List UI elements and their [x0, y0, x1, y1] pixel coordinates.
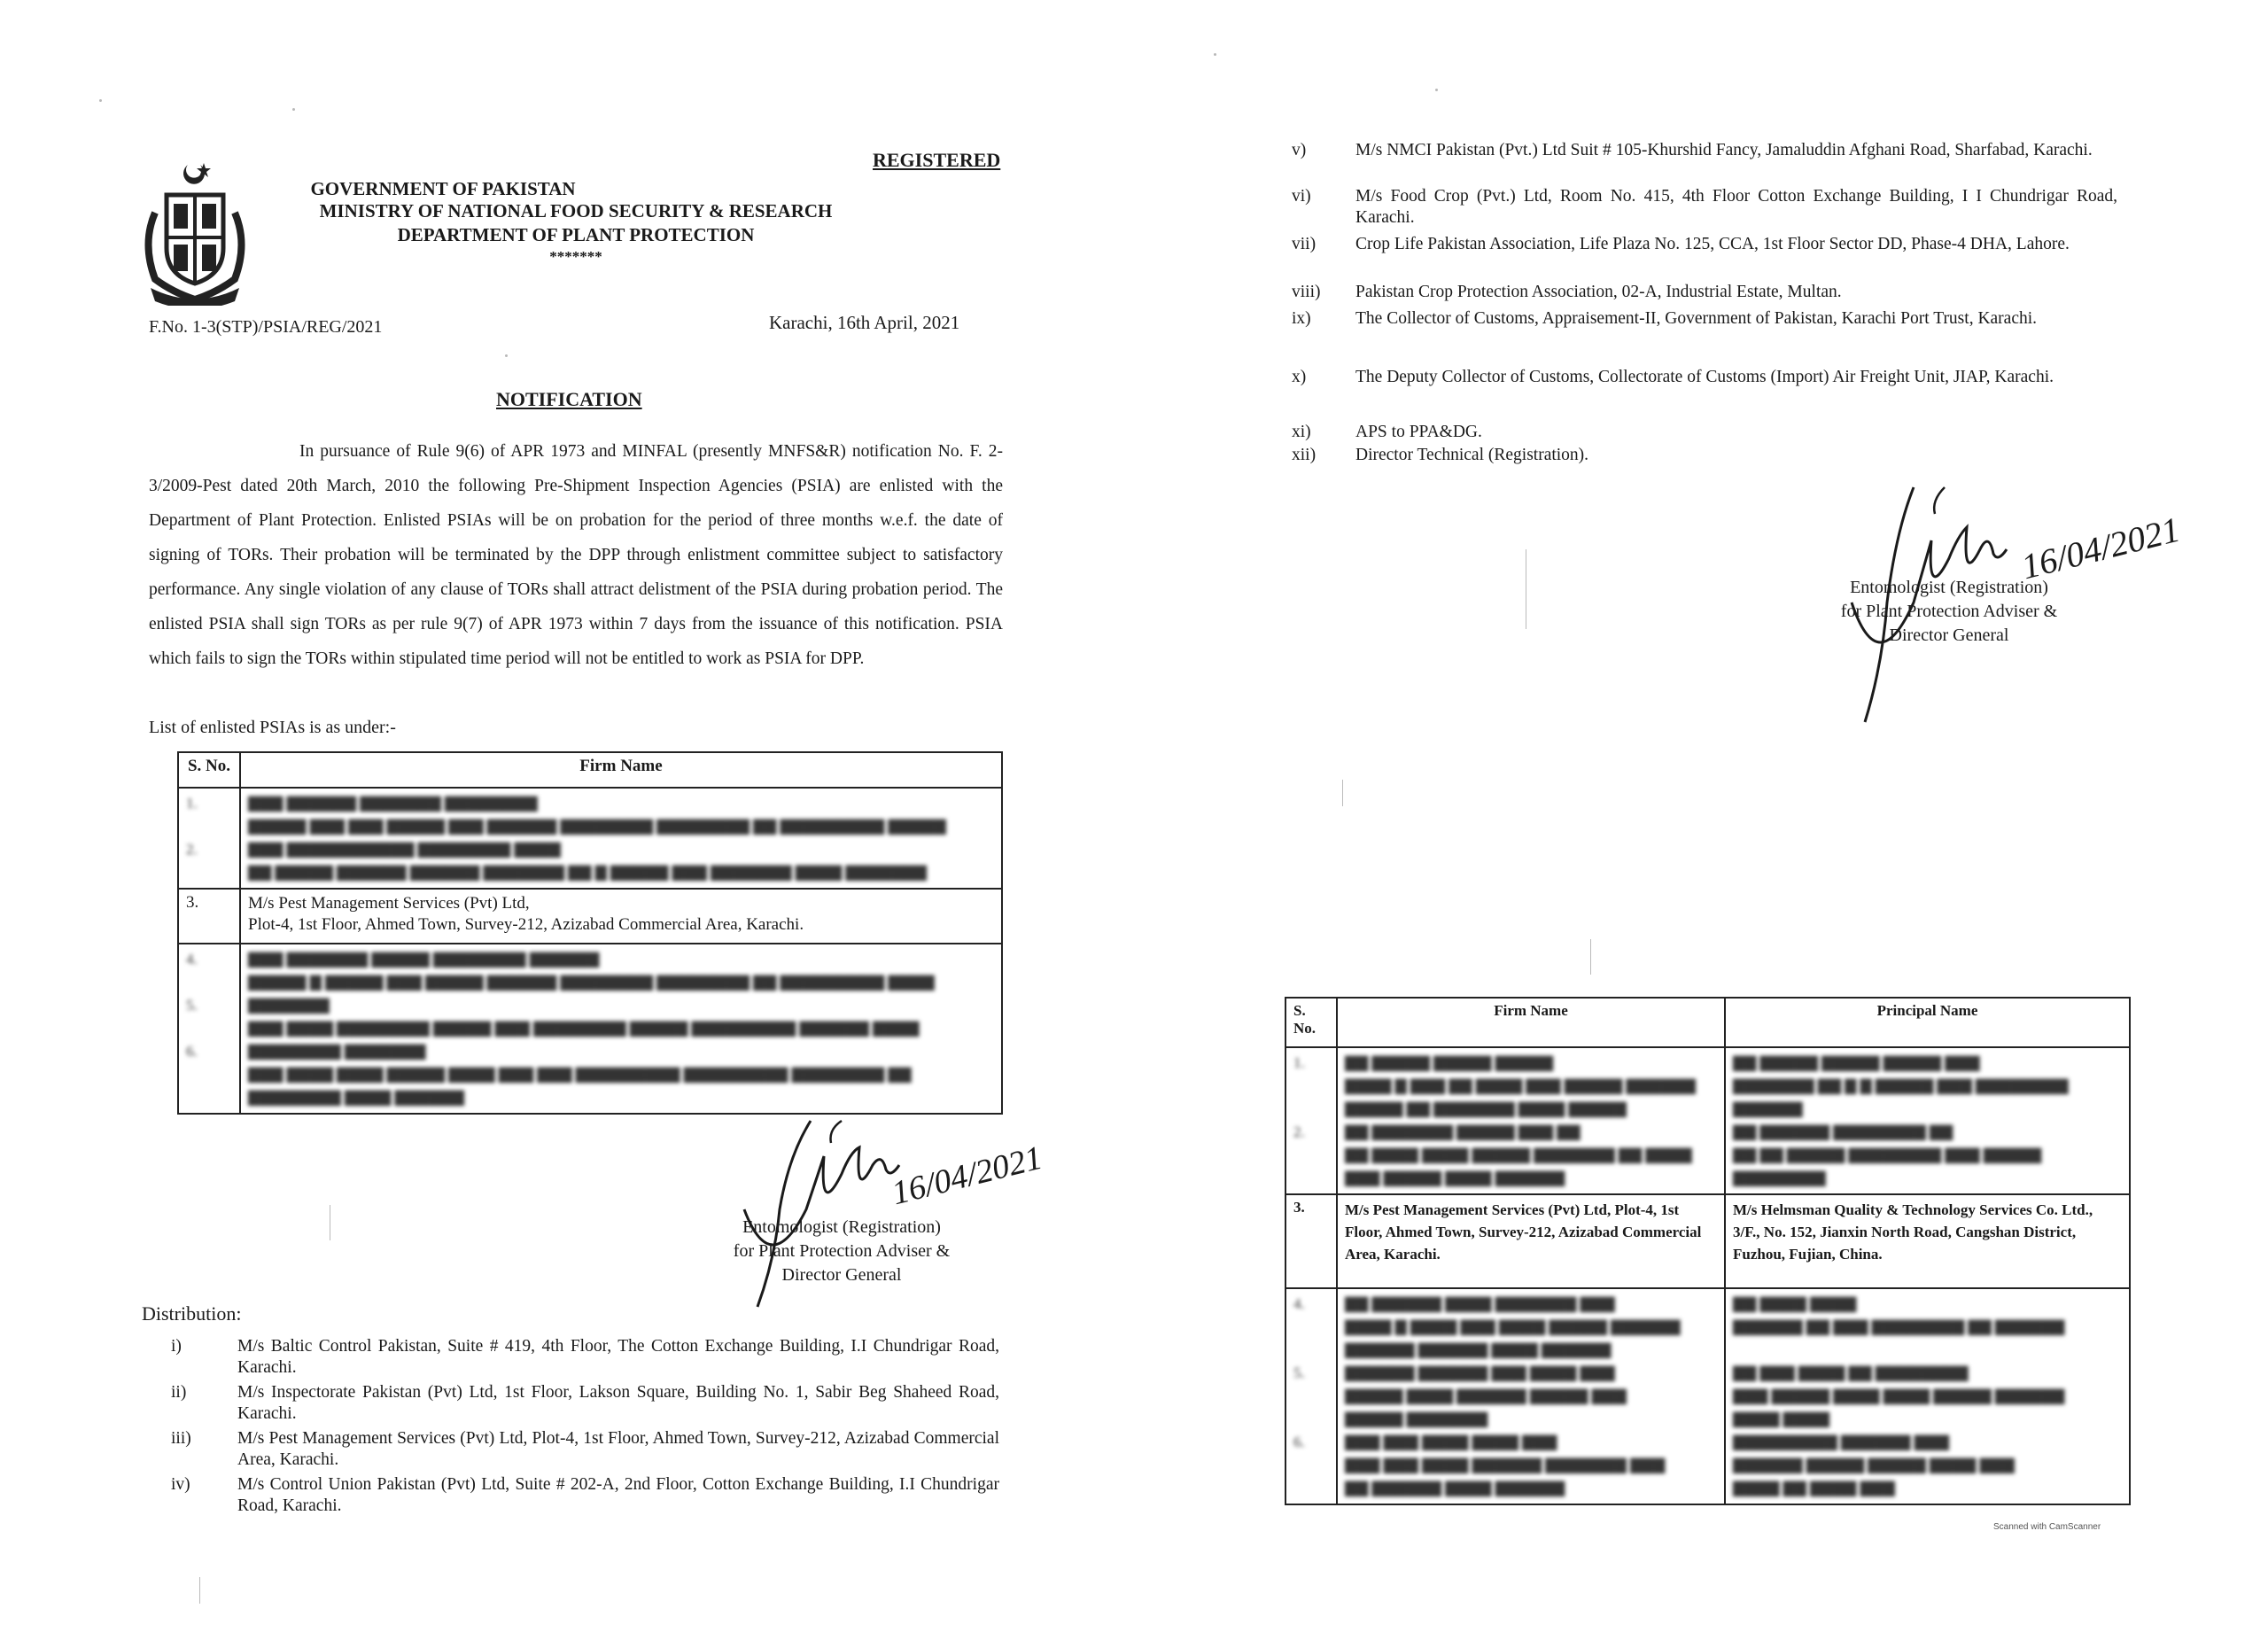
- distribution-item: [171, 1382, 1004, 1428]
- header-stars: *******: [549, 248, 602, 265]
- row3-firm: [240, 889, 1002, 944]
- signatory-block: [1816, 576, 2082, 648]
- col-sno-header: S. No.: [178, 752, 240, 788]
- distribution-text: Pakistan Crop Protection Association, 02-A, Industrial Estate, Multan.: [1355, 283, 1842, 301]
- file-number: F.No. 1-3(STP)/PSIA/REG/2021: [149, 317, 383, 337]
- signature-date: 16/04/2021: [2017, 509, 2184, 587]
- redacted-firm: ▇▇▇ ▇▇▇▇▇▇▇ ▇▇▇▇▇ ▇▇▇▇▇▇▇▇ ▇▇▇▇▇▇ ▇▇▇▇▇ ▇ ▇▇▇▇▇ ▇▇▇ ▇▇▇▇▇ ▇▇▇▇▇▇ ▇▇▇▇▇▇▇▇ ▇▇▇▇▇▇▇▇ ▇▇ ▇▇▇▇▇▇▇▇▇ ▇▇▇▇ ▇▇▇▇▇▇▇ ▇▇▇ ▇▇▇▇ ▇▇▇▇▇▇▇▇ ▇▇▇▇▇ ▇▇▇ ▇▇▇▇▇▇▇▇ ▇▇▇▇▇ ▇▇▇▇▇▇▇▇▇ ▇▇▇▇▇▇ ▇▇▇▇ ▇▇▇▇▇▇▇▇ ▇▇▇▇▇▇▇ ▇▇▇ ▇▇▇▇ ▇▇▇▇ ▇▇▇▇▇ ▇▇▇▇ ▇▇▇ ▇▇▇ ▇▇▇▇▇▇▇▇▇ ▇▇▇▇▇▇▇▇▇ ▇▇▇▇▇▇▇▇ ▇▇ ▇▇▇▇▇▇▇▇ ▇▇▇▇ ▇▇▇▇▇▇: [240, 944, 1002, 1114]
- table-row-redacted: [1285, 1047, 2130, 1194]
- row3-firm-line2: Plot-4, 1st Floor, Ahmed Town, Survey-212, Azizabad Commercial Area, Karachi.: [248, 915, 804, 934]
- header-ministry: MINISTRY OF NATIONAL FOOD SECURITY & RESEARCH: [319, 200, 833, 221]
- distribution-num: v): [1292, 141, 1307, 159]
- distribution-item: [1292, 363, 2120, 420]
- table-row-redacted: [1285, 1288, 2130, 1504]
- distribution-item: [1292, 140, 2120, 184]
- distribution-item: [171, 1428, 1004, 1474]
- redacted-firm: ▇▇ ▇▇▇▇▇ ▇▇▇▇▇ ▇▇▇▇▇ ▇▇▇▇ ▇ ▇▇▇ ▇▇ ▇▇▇▇ ▇▇▇ ▇▇▇▇▇ ▇▇▇▇▇▇ ▇▇▇▇▇ ▇▇ ▇▇▇▇▇▇▇ ▇▇▇▇ ▇▇▇▇▇ ▇▇ ▇▇▇▇▇▇▇ ▇▇▇▇▇ ▇▇▇ ▇▇ ▇▇ ▇▇▇▇ ▇▇▇▇ ▇▇▇▇▇ ▇▇▇▇▇▇▇ ▇▇ ▇▇▇▇ ▇▇▇ ▇▇▇▇▇ ▇▇▇▇ ▇▇▇▇▇▇: [1337, 1047, 1725, 1194]
- distribution-num: xi): [1292, 423, 1311, 441]
- distribution-item: [1292, 305, 2120, 361]
- distribution-num: viii): [1292, 283, 1321, 301]
- distribution-text: M/s Control Union Pakistan (Pvt) Ltd, Suite # 202-A, 2nd Floor, Cotton Exchange Building, I.I Chundrigar Road, Karachi.: [237, 1475, 999, 1515]
- row3-sno: 3.: [1285, 1194, 1337, 1288]
- redacted-sno: 4. 5. 6.: [178, 944, 240, 1114]
- row3-sno: 3.: [178, 889, 240, 944]
- row3-principal: M/s Helmsman Quality & Technology Services Co. Ltd., 3/F., No. 152, Jianxin North Road, Cangshan District, Fuzhou, Fujian, China.: [1725, 1194, 2130, 1288]
- distribution-num: i): [171, 1337, 182, 1356]
- col-sno-header: S. No.: [1285, 998, 1337, 1047]
- scanner-watermark: Scanned with CamScanner: [1993, 1522, 2101, 1532]
- signatory-title: Entomologist (Registration): [742, 1217, 941, 1237]
- distribution-num: vi): [1292, 187, 1311, 206]
- distribution-num: ix): [1292, 309, 1311, 328]
- col-firm-header: Firm Name: [1337, 998, 1725, 1047]
- signature-date: 16/04/2021: [888, 1139, 1046, 1213]
- redacted-sno: 1. 2.: [178, 788, 240, 889]
- notification-body: In pursuance of Rule 9(6) of APR 1973 and MINFAL (presently MNFS&R) notification No. F. 2-3/2009-Pest dated 20th March, 2010 the following Pre-Shipment Inspection Agencies (PSIA) are enlisted with the Department of Plant Protection. Enlisted PSIAs will be on probation for the period of three months w.e.f. the date of signing of TORs. Their probation will be terminated by the DPP through enlistment committee subject to satisfactory performance. Any single violation of any clause of TORs shall attract delistment of the PSIA during probation period. The enlisted PSIA shall sign TORs as per rule 9(7) of APR 1973 within 7 days from the issuance of this notification. PSIA which fails to sign the TORs within stipulated time period will not be entitled to work as PSIA for DPP.: [149, 442, 1003, 668]
- signatory-title: Entomologist (Registration): [1850, 578, 2048, 597]
- registered-mark: REGISTERED: [873, 149, 1001, 171]
- distribution-item: [1292, 234, 2120, 278]
- distribution-item: [171, 1474, 1004, 1520]
- distribution-num: vii): [1292, 235, 1317, 253]
- table-row: [178, 889, 1002, 944]
- table-row: [1285, 1194, 2130, 1288]
- psia-table: [177, 751, 1003, 1115]
- table-row-redacted: [178, 944, 1002, 1114]
- distribution-text: M/s Baltic Control Pakistan, Suite # 419, 4th Floor, The Cotton Exchange Building, I.I Chundrigar Road, Karachi.: [237, 1337, 999, 1377]
- principal-table: [1285, 997, 2131, 1505]
- redacted-firm: ▇▇▇ ▇▇▇▇▇▇ ▇▇▇▇▇▇▇ ▇▇▇▇▇▇▇▇ ▇▇▇▇▇ ▇▇▇ ▇▇▇ ▇▇▇▇▇ ▇▇▇ ▇▇▇▇▇▇ ▇▇▇▇▇▇▇▇ ▇▇▇▇▇▇▇▇ ▇▇ ▇▇▇▇▇▇▇▇▇ ▇▇▇▇▇ ▇▇▇ ▇▇▇▇▇▇▇▇▇▇▇ ▇▇▇▇▇▇▇▇ ▇▇▇▇ ▇▇ ▇▇▇▇▇ ▇▇▇▇▇▇ ▇▇▇▇▇▇ ▇▇▇▇▇▇▇ ▇▇ ▇ ▇▇▇▇▇ ▇▇▇ ▇▇▇▇▇▇▇ ▇▇▇▇ ▇▇▇▇▇▇▇: [240, 788, 1002, 889]
- signatory-block: [709, 1216, 975, 1287]
- notification-date: Karachi, 16th April, 2021: [769, 312, 960, 333]
- redacted-sno: 1. 2.: [1285, 1047, 1337, 1194]
- row3-firm-line1: M/s Pest Management Services (Pvt) Ltd,: [248, 894, 530, 913]
- distribution-text: M/s Food Crop (Pvt.) Ltd, Room No. 415, 4th Floor Cotton Exchange Building, I I Chundrigar Road, Karachi.: [1355, 187, 2117, 227]
- header-government: GOVERNMENT OF PAKISTAN: [310, 178, 576, 199]
- col-firm-header: Firm Name: [240, 752, 1002, 788]
- redacted-firm: ▇▇ ▇▇▇▇▇▇ ▇▇▇▇ ▇▇▇▇▇▇▇ ▇▇▇ ▇▇▇▇ ▇ ▇▇▇▇ ▇▇▇ ▇▇▇▇ ▇▇▇▇▇ ▇▇▇▇▇▇ ▇▇▇▇▇▇ ▇▇▇▇▇▇ ▇▇▇▇ ▇▇▇▇▇▇ ▇▇▇▇▇▇ ▇▇▇▇▇▇ ▇▇▇ ▇▇▇▇ ▇▇▇ ▇▇▇▇▇ ▇▇▇▇ ▇▇▇▇▇▇ ▇▇▇▇▇ ▇▇▇ ▇▇▇▇▇ ▇▇▇▇▇▇▇ ▇▇▇ ▇▇▇ ▇▇▇▇ ▇▇▇▇ ▇▇▇ ▇▇▇ ▇▇▇ ▇▇▇▇ ▇▇▇▇▇▇ ▇▇▇▇▇▇▇ ▇▇▇ ▇▇ ▇▇▇▇▇▇ ▇▇▇▇ ▇▇▇▇▇▇: [1337, 1288, 1725, 1504]
- distribution-item: [171, 1336, 1004, 1382]
- distribution-num: iv): [171, 1475, 190, 1494]
- distribution-title: Distribution:: [142, 1302, 242, 1325]
- signatory-line2: for Plant Protection Adviser &: [733, 1241, 951, 1261]
- state-emblem-icon: [133, 159, 257, 306]
- distribution-item: [1292, 445, 2120, 468]
- distribution-text: M/s NMCI Pakistan (Pvt.) Ltd Suit # 105-Khurshid Fancy, Jamaluddin Afghani Road, Sharfabad, Karachi.: [1355, 141, 2093, 159]
- distribution-text: Director Technical (Registration).: [1355, 446, 1589, 464]
- distribution-text: M/s Pest Management Services (Pvt) Ltd, Plot-4, 1st Floor, Ahmed Town, Survey-212, Azizabad Commercial Area, Karachi.: [237, 1429, 999, 1469]
- redacted-sno: 4. 5. 6.: [1285, 1288, 1337, 1504]
- notification-title: NOTIFICATION: [496, 388, 642, 410]
- header-department: DEPARTMENT OF PLANT PROTECTION: [397, 224, 755, 245]
- distribution-num: ii): [171, 1383, 187, 1402]
- distribution-num: iii): [171, 1429, 191, 1448]
- signatory-line3: Director General: [1889, 626, 2009, 645]
- signatory-line2: for Plant Protection Adviser &: [1840, 602, 2058, 621]
- distribution-text: M/s Inspectorate Pakistan (Pvt) Ltd, 1st Floor, Lakson Square, Building No. 1, Sabir Beg Shaheed Road, Karachi.: [237, 1383, 999, 1423]
- list-intro: List of enlisted PSIAs is as under:-: [149, 718, 396, 737]
- distribution-item: [1292, 282, 2120, 305]
- distribution-item: [1292, 422, 2120, 445]
- redacted-principal: ▇▇ ▇▇▇▇ ▇▇▇▇ ▇▇▇▇▇▇ ▇▇ ▇▇▇ ▇▇▇▇▇▇▇▇ ▇▇ ▇▇▇▇▇▇ ▇▇ ▇▇▇ ▇▇▇▇ ▇▇ ▇▇▇▇▇▇▇▇ ▇▇▇ ▇▇▇▇▇ ▇▇▇▇ ▇▇▇▇ ▇▇▇▇▇ ▇▇▇▇▇▇ ▇▇▇▇ ▇▇▇▇ ▇▇▇▇▇▇▇▇▇ ▇▇▇▇▇▇ ▇▇▇ ▇▇▇▇▇▇ ▇▇▇▇▇ ▇▇▇▇▇ ▇▇▇▇ ▇▇▇ ▇▇▇▇ ▇▇ ▇▇▇▇ ▇▇▇: [1725, 1288, 2130, 1504]
- distribution-num: xii): [1292, 446, 1317, 464]
- distribution-text: APS to PPA&DG.: [1355, 423, 1482, 441]
- signatory-line3: Director General: [781, 1265, 902, 1285]
- table-row-redacted: [178, 788, 1002, 889]
- distribution-item: [1292, 186, 2120, 230]
- distribution-text: The Deputy Collector of Customs, Collectorate of Customs (Import) Air Freight Unit, JIAP, Karachi.: [1355, 368, 2054, 386]
- row3-firm: M/s Pest Management Services (Pvt) Ltd, Plot-4, 1st Floor, Ahmed Town, Survey-212, Azizabad Commercial Area, Karachi.: [1337, 1194, 1725, 1288]
- distribution-num: x): [1292, 368, 1307, 386]
- right-page: [1143, 0, 2268, 1632]
- col-principal-header: Principal Name: [1725, 998, 2130, 1047]
- distribution-text: Crop Life Pakistan Association, Life Plaza No. 125, CCA, 1st Floor Sector DD, Phase-4 DHA, Lahore.: [1355, 235, 2070, 253]
- distribution-text: The Collector of Customs, Appraisement-II, Government of Pakistan, Karachi Port Trust, Karachi.: [1355, 309, 2038, 328]
- redacted-principal: ▇▇ ▇▇▇▇▇ ▇▇▇▇▇ ▇▇▇▇▇ ▇▇▇ ▇▇▇▇▇▇▇ ▇▇ ▇ ▇ ▇▇▇▇▇ ▇▇▇ ▇▇▇▇▇▇▇▇ ▇▇▇▇▇▇ ▇▇ ▇▇▇▇▇▇ ▇▇▇▇▇▇▇▇ ▇▇ ▇▇ ▇▇ ▇▇▇▇▇ ▇▇▇▇▇▇▇▇ ▇▇▇ ▇▇▇▇▇ ▇▇▇▇▇▇▇▇: [1725, 1047, 2130, 1194]
